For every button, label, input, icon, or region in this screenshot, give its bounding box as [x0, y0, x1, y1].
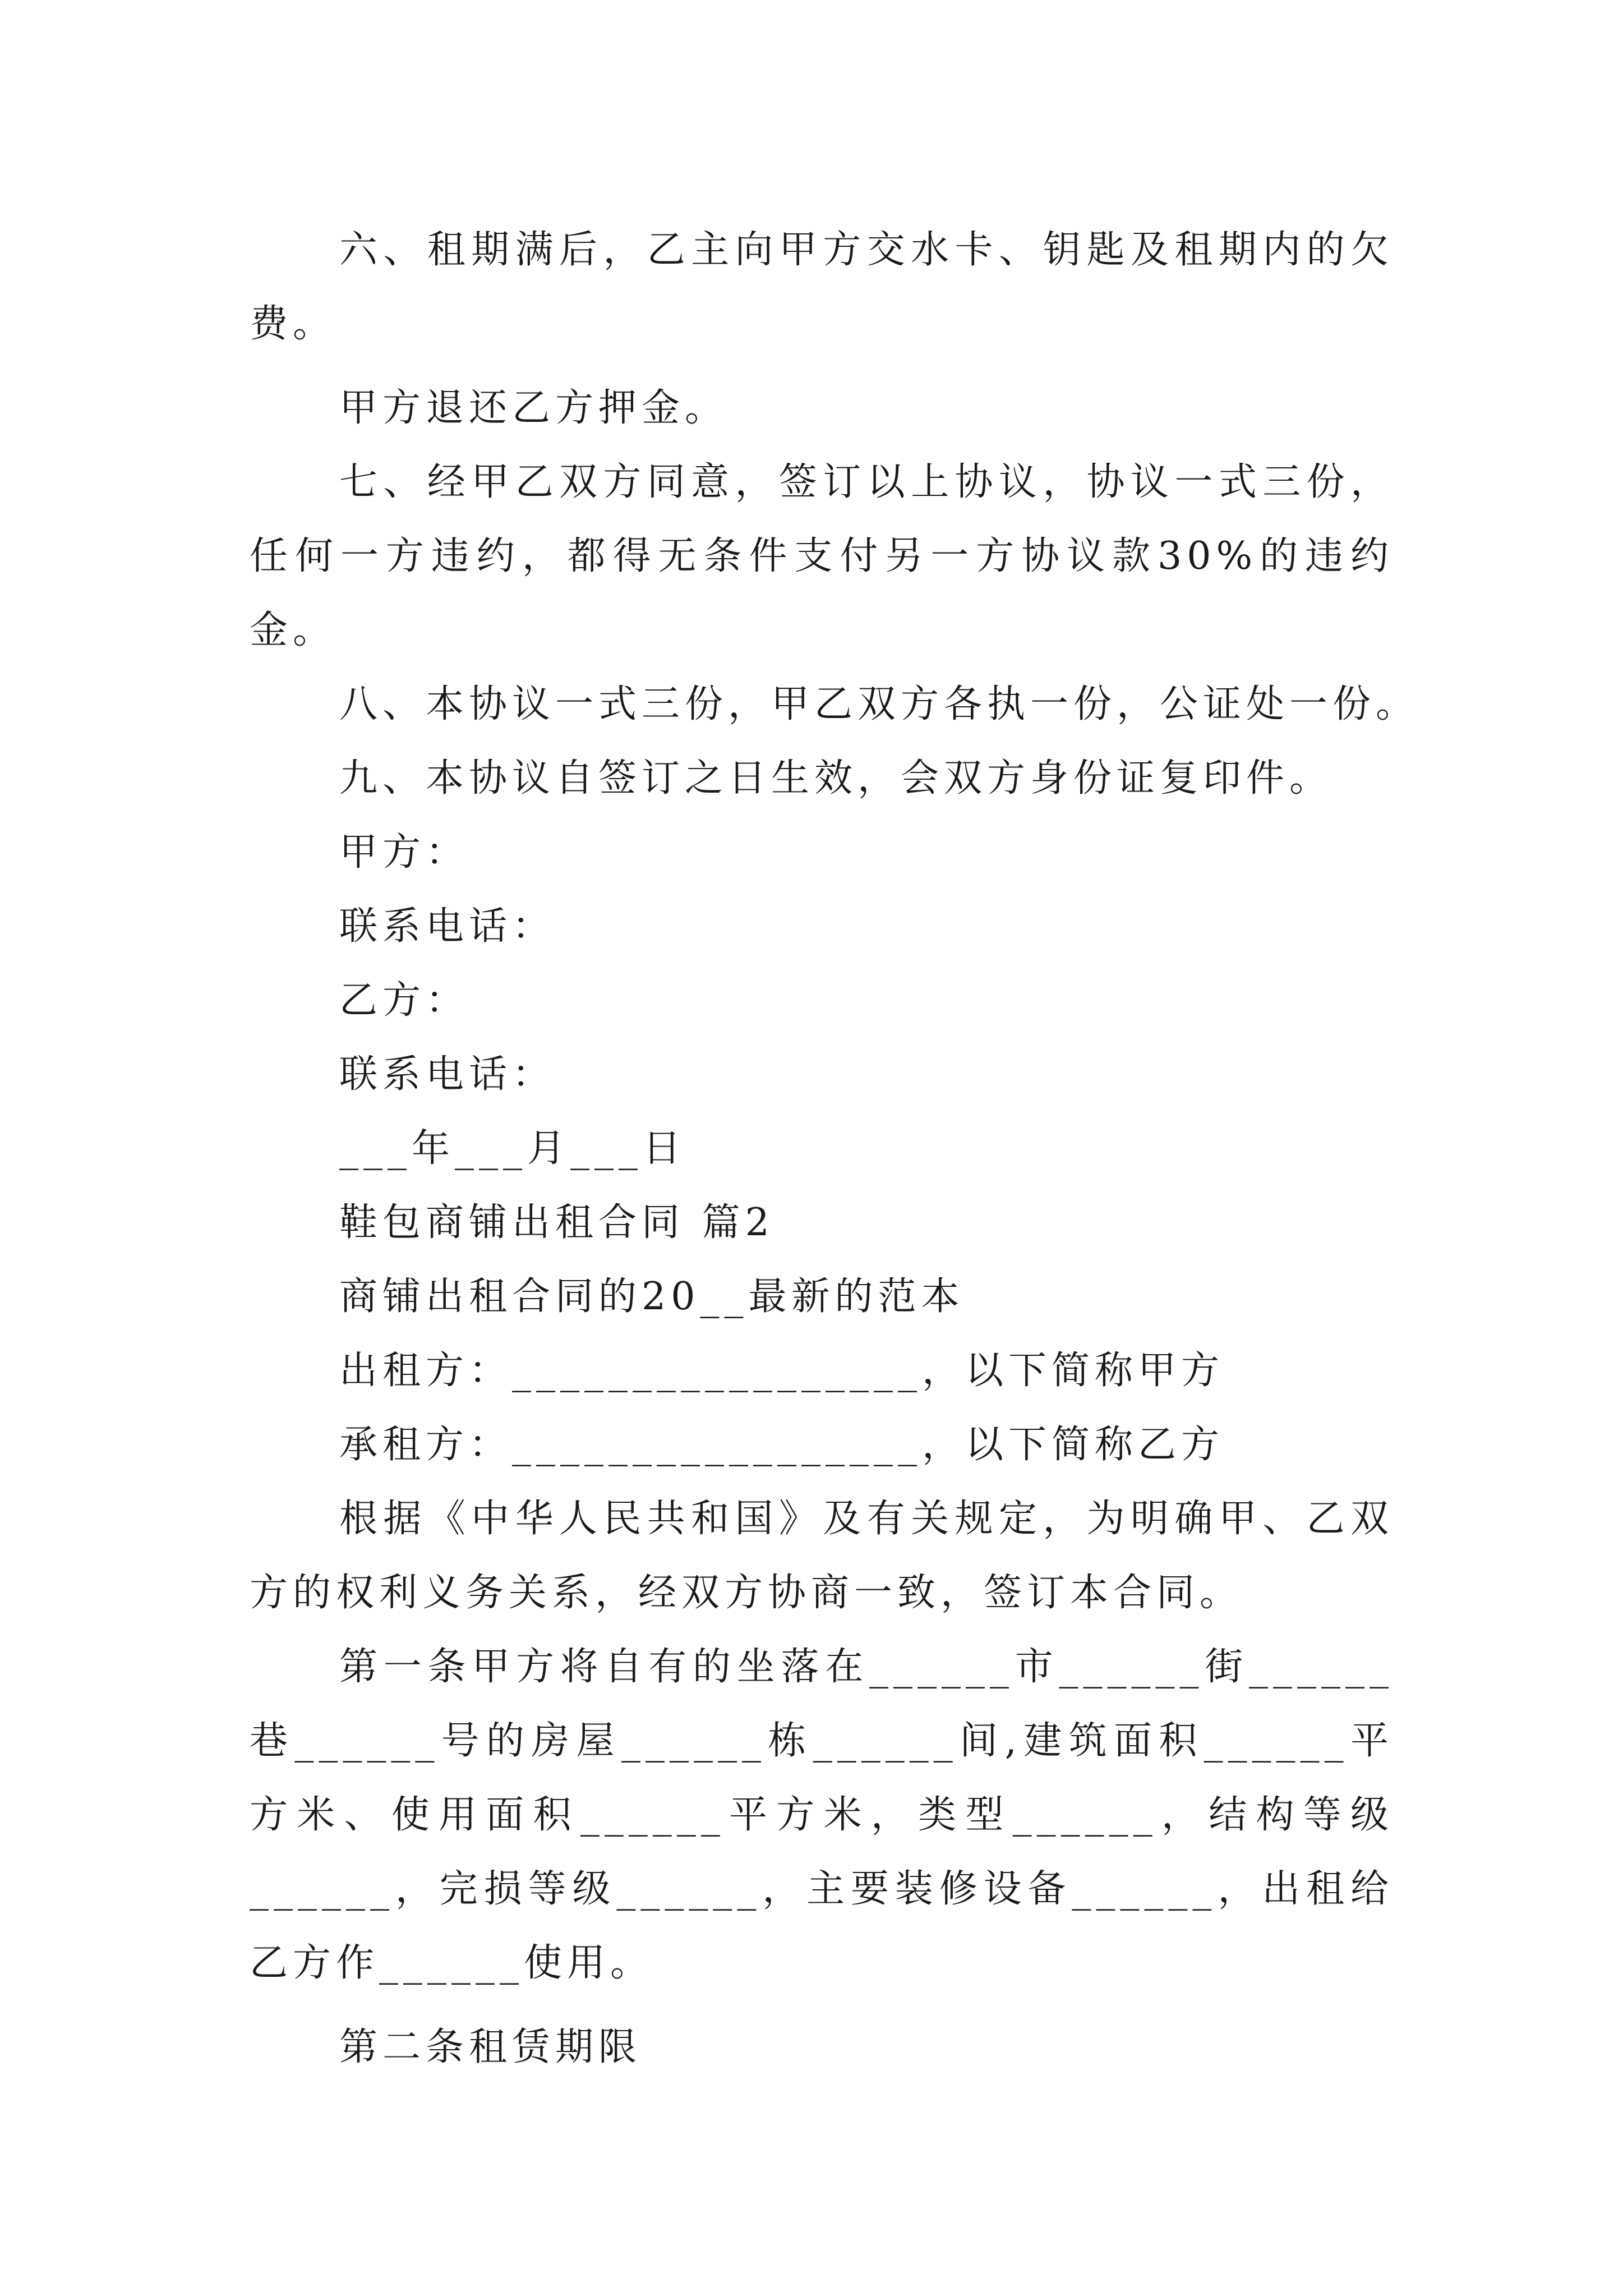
- deposit-return-line: 甲方退还乙方押金。: [339, 386, 728, 430]
- article-one: 第一条甲方将自有的坐落在______市______街______巷______号的房屋______栋______间,建筑面积______平方米、使用面积______平方米，类型______，结构等级______，完损等级______，主要装修设备______，出租给乙方作______使用。: [250, 1645, 1394, 1985]
- party-a-phone-label: 联系电话：: [339, 904, 556, 949]
- template-title: 商铺出租合同的20__最新的范本: [339, 1274, 965, 1319]
- date-line: ___年___月___日: [339, 1126, 686, 1171]
- preamble: 根据《中华人民共和国》及有关规定，为明确甲、乙双方的权利义务关系，经双方协商一致，签订本合同。: [250, 1497, 1394, 1615]
- party-b-label: 乙方：: [339, 978, 469, 1023]
- lessor-line: 出租方：_________________，以下简称甲方: [339, 1349, 1225, 1393]
- party-a-label: 甲方：: [339, 830, 469, 875]
- lessee-line: 承租方：_________________，以下简称乙方: [339, 1423, 1225, 1467]
- clause-seven: 七、经甲乙双方同意，签订以上协议，协议一式三份，任何一方违约，都得无条件支付另一方协议款30%的违约金。: [250, 460, 1394, 652]
- section-heading: 鞋包商铺出租合同 篇2: [339, 1200, 774, 1245]
- document-body: [250, 213, 1419, 2085]
- clause-eight: 八、本协议一式三份，甲乙双方各执一份，公证处一份。: [339, 682, 1419, 726]
- clause-nine: 九、本协议自签订之日生效，会双方身份证复印件。: [339, 756, 1333, 800]
- article-two-heading: 第二条租赁期限: [339, 2025, 642, 2069]
- party-b-phone-label: 联系电话：: [339, 1052, 556, 1097]
- clause-six: 六、租期满后，乙主向甲方交水卡、钥匙及租期内的欠费。: [250, 228, 1394, 346]
